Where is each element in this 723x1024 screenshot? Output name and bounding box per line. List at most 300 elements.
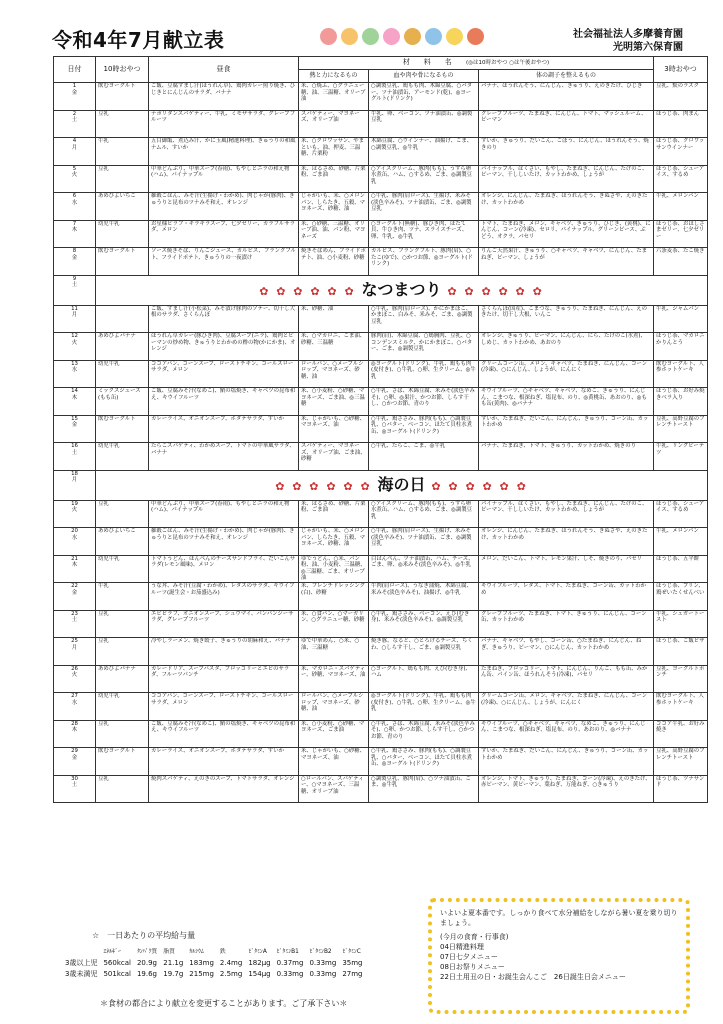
- energy-cell: 米、○食パン、○マーガリン、○グラニュー糖、砂糖: [299, 610, 369, 638]
- nutrient-header: ﾋﾞﾀﾐﾝB2: [309, 949, 332, 955]
- day-cell: [54, 583, 96, 611]
- am-snack-cell: 幼児牛乳: [96, 555, 149, 583]
- lunch-cell: エビピラフ、オニオンスープ、シュウマイ、パンパンジーサラダ、グレープフルーツ: [149, 610, 299, 638]
- lunch-cell: カレーライス、オニオンスープ、ホタテサラダ、すいか: [149, 415, 299, 443]
- day-number: 23: [71, 610, 78, 617]
- body-cell: ○アイスクリーム、豚肉(もも)、うずら卵水煮缶、ハム、○するめ、ごま、◎調製豆乳: [369, 500, 479, 528]
- pm-snack-cell: 牛乳、リングビーテツ: [654, 443, 708, 471]
- pm-snack-cell: 豆乳、高野豆腐のフレンチトースト: [654, 748, 708, 776]
- col-condition: 体の調子を整えるもの: [479, 70, 654, 83]
- body-cell: ○牛乳、たらこ、ごま、◎牛乳: [369, 443, 479, 471]
- energy-cell: じゃがいも、米、○メロンパン、しらたき、五穀、マヨネーズ、砂糖、油: [299, 193, 369, 221]
- menu-row: [54, 165, 708, 193]
- menu-row: [54, 220, 708, 248]
- day-number: 19: [71, 500, 78, 507]
- message-text: いよいよ夏本番です。しっかり食べて水分補給をしながら暑い夏を乗り切りましょう。: [440, 909, 678, 927]
- day-number: 14: [71, 388, 78, 394]
- decoration-icon: ✿ ✿ ✿ ✿ ✿ ✿: [425, 479, 528, 493]
- am-snack-cell: 幼児牛乳: [96, 220, 149, 248]
- menu-row: [54, 333, 708, 361]
- col-lunch: 昼食: [149, 57, 299, 83]
- day-number: 5: [72, 165, 77, 172]
- am-snack-cell: あめびよバナナ: [96, 665, 149, 693]
- am-snack-cell: 豆乳: [96, 165, 149, 193]
- col-ingredients: [299, 57, 654, 70]
- day-number: 1: [72, 83, 77, 89]
- body-cell: ○調製豆乳、豚肉(肩)、○ツナ油漬缶、ごま、◎牛乳: [369, 775, 479, 803]
- decoration-icon: ✿ ✿ ✿ ✿ ✿ ✿: [259, 284, 362, 298]
- day-cell: [54, 388, 96, 416]
- pm-snack-cell: ほうじ茶、五平餅: [654, 555, 708, 583]
- nursery-name: 光明第六保育園: [613, 42, 683, 53]
- energy-cell: 米、フレンチドレッシング(白)、砂糖: [299, 583, 369, 611]
- body-cell: ○牛乳、豚肉(肩ロース)、生揚げ、米みそ(淡色辛みそ)、ツナ油漬缶、ごま、◎調製豆乳: [369, 193, 479, 221]
- weekday: 月: [71, 477, 78, 484]
- col-am-snack: 10時おやつ: [96, 57, 149, 83]
- energy-cell: 米、砂糖、油: [299, 305, 369, 333]
- body-cell: ○牛乳、鶏ささみ、ベーコン、えび(むき身)、米みそ(淡色辛みそ)、◎調製豆乳: [369, 610, 479, 638]
- nutrient-value: 2.5mg: [219, 970, 243, 978]
- age-group-label: 3歳未満児: [65, 970, 98, 978]
- day-cell: [54, 665, 96, 693]
- condition-cell: パイナップル、はくさい、もやし、たまねぎ、にんじん、たけのこ、ピーマン、干ししいたけ、カットわかめ、しょうが: [479, 165, 654, 193]
- col-pm-snack: 3時おやつ: [654, 57, 708, 83]
- energy-cell: 米、○クロワッサン、やまといも、油、押麦、三温糖、片栗粉: [299, 138, 369, 166]
- menu-row: [54, 638, 708, 666]
- pm-snack-cell: 牛乳、シュガートースト: [654, 610, 708, 638]
- body-cell: カルピス、フランクフルト、豚肉(肩)、○たこ(ゆで)、○かつお節、◎ヨーグルト(ドリンク): [369, 248, 479, 276]
- lunch-cell: 中華どんぶり、中華スープ(春雨)、もやしとニラの和え物(ハム)、パイナップル: [149, 500, 299, 528]
- pm-snack-cell: ほうじ茶、ご飯ピザ: [654, 638, 708, 666]
- event-row: [54, 275, 708, 305]
- day-number: 18: [71, 470, 78, 477]
- day-cell: [54, 333, 96, 361]
- menu-row: [54, 83, 708, 111]
- menu-table: [53, 56, 708, 803]
- am-snack-cell: 豆乳: [96, 610, 149, 638]
- menu-body: [54, 83, 708, 803]
- page-title: 令和4年7月献立表: [52, 28, 225, 52]
- menu-row: [54, 665, 708, 693]
- nutrition-section: [62, 930, 365, 980]
- pm-snack-cell: ほうじ茶、マカロニかりんとう: [654, 333, 708, 361]
- weekday: 木: [71, 227, 78, 234]
- energy-cell: ロールパン、○メープルシロップ、マヨネーズ、砂糖、油: [299, 693, 369, 721]
- body-cell: ○牛乳、豚肉(肩ロース)、生揚げ、米みそ(淡色辛みそ)、ツナ油漬缶、ごま、◎調製豆乳: [369, 528, 479, 556]
- am-snack-cell: ミックスジュース(もも缶): [96, 388, 149, 416]
- day-cell: [54, 528, 96, 556]
- pm-snack-cell: ほうじ茶、シューアイス、するめ: [654, 165, 708, 193]
- weekday: 水: [71, 699, 78, 706]
- body-cell: 焼き豚、なると、○とろけるチーズ、ちくわ、○しらす干し、ごま、◎調製豆乳: [369, 638, 479, 666]
- weekday: 火: [71, 507, 78, 514]
- pm-snack-cell: 六条麦茶、たこ焼き: [654, 248, 708, 276]
- weekday: 月: [71, 312, 78, 319]
- day-number: 20: [71, 528, 78, 534]
- nutrition-title: ☆ 一日あたりの平均給与量: [92, 931, 196, 940]
- menu-row: [54, 415, 708, 443]
- body-cell: 木綿豆腐、○ウインナー、油揚げ、ごま、○調製豆乳、◎牛乳: [369, 138, 479, 166]
- menu-row: [54, 388, 708, 416]
- day-cell: [54, 720, 96, 748]
- nutrient-value: 0.33mg: [276, 970, 304, 978]
- event-row: [54, 470, 708, 500]
- day-number: 29: [71, 748, 78, 754]
- weekday: 土: [71, 449, 78, 456]
- am-snack-cell: あめびよバナナ: [96, 333, 149, 361]
- am-snack-cell: 飲むヨーグルト: [96, 415, 149, 443]
- nutrient-header: ｶﾙｼｳﾑ: [189, 949, 204, 955]
- menu-row: [54, 248, 708, 276]
- nutrient-value: 20.9g: [136, 959, 157, 967]
- nutrition-table: [62, 947, 365, 980]
- menu-row: [54, 138, 708, 166]
- pm-snack-cell: 牛乳、ジャムパン: [654, 305, 708, 333]
- event-title: なつまつり: [361, 279, 442, 299]
- lunch-cell: 五目御飯、煮込み汁、かに玉風(精進料理)、きゅうりの和風ナムル、すいか: [149, 138, 299, 166]
- decoration-icon: ✿ ✿ ✿ ✿ ✿ ✿: [441, 284, 544, 298]
- col-date: 日付: [54, 57, 96, 83]
- day-number: 12: [71, 333, 78, 339]
- menu-row: [54, 555, 708, 583]
- pm-snack-cell: ほうじ茶、ツナサンド: [654, 775, 708, 803]
- day-number: 4: [72, 138, 77, 144]
- day-number: 30: [71, 775, 78, 782]
- day-number: 15: [71, 415, 78, 422]
- condition-cell: バナナ、ほうれんそう、にんじん、きゅうり、えのきたけ、ひじき: [479, 83, 654, 111]
- condition-cell: クリームコーン缶、メロン、キャベツ、たまねぎ、にんじん、コーン(冷凍)、○にんじん、しょうが、にんにく: [479, 360, 654, 388]
- lunch-cell: お星様ピラフ・キラキラスープ、七夕ゼリー、カラフルサラダ、メロン: [149, 220, 299, 248]
- nutrient-header: 鉄: [219, 949, 226, 955]
- weekday: 金: [71, 589, 78, 596]
- day-number: 13: [71, 360, 78, 367]
- lunch-cell: ご飯、豆腐みそ汁(なめこ)、鯖の塩焼き、キャベツの昆布和え、キウイフルーツ: [149, 720, 299, 748]
- lunch-cell: うな丼、みそ汁(豆腐・わかめ)、レタスのサラダ、キウイフルーツ(誕生会・お茄盛込み): [149, 583, 299, 611]
- menu-row: [54, 305, 708, 333]
- age-group-label: 3歳以上児: [65, 959, 98, 967]
- am-snack-cell: 豆乳: [96, 638, 149, 666]
- condition-cell: バナナ、たまねぎ、トマト、きゅうり、カットわかめ、焼きのり: [479, 443, 654, 471]
- body-cell: ◎ヨーグルト(ドリンク)、牛乳、鶏もも肉(皮付き)、○牛乳、○卵、生クリーム、◎牛乳: [369, 360, 479, 388]
- condition-cell: オレンジ、きゅうり、ピーマン、にんじん、にら、たけのこ(水煮)、しめじ、カットわかめ、あおのり: [479, 333, 654, 361]
- body-cell: ○調製豆乳、鶏もも肉、木綿豆腐、○バター、ツナ油漬缶、アーモンド(乾)、◎ヨーグルト(ドリンク): [369, 83, 479, 111]
- condition-cell: たまねぎ、ブロッコリー、トマト、にんじん、りんご、もも缶、みかん缶、パイン缶、ほうれんそう(冷凍)、パセリ: [479, 665, 654, 693]
- condition-cell: すいか、きゅうり、だいこん、ごぼう、にんじん、ほうれんそう、焼きのり: [479, 138, 654, 166]
- day-cell: [54, 693, 96, 721]
- pm-snack-cell: ほうじ茶、シューアイス、するめ: [654, 500, 708, 528]
- col-energy: 熱と力になるもの: [299, 70, 369, 83]
- day-cell: [54, 610, 96, 638]
- lunch-cell: 冷やしラーメン、焼き餃子、きゅうりの胡麻和え、バナナ: [149, 638, 299, 666]
- event-list-item: 07日七夕メニュー: [440, 953, 498, 961]
- condition-cell: オレンジ、にんじん、たまねぎ、ほうれんそう、きぬさや、えのきたけ、カットわかめ: [479, 193, 654, 221]
- day-number: 16: [71, 443, 78, 449]
- day-cell: [54, 305, 96, 333]
- menu-row: [54, 610, 708, 638]
- energy-cell: 米、○小麦粉、○砂糖、マヨネーズ、ごま油: [299, 720, 369, 748]
- body-cell: ○牛乳、さば、木綿豆腐、米みそ(淡色辛みそ)、○卵、◎果汁、かつお節、しらす干し、○かつお節、青のり: [369, 388, 479, 416]
- pm-snack-cell: 豆乳、高野豆腐のフレンチトースト: [654, 415, 708, 443]
- day-cell: [54, 165, 96, 193]
- nutrient-header: ｴﾈﾙｷﾞｰ: [103, 949, 121, 955]
- day-cell: [54, 360, 96, 388]
- nutrient-value: 19.6g: [136, 970, 157, 978]
- body-cell: 白はんぺん、ツナ油漬缶、ハム、チーズ、ごま、卵、◎米みそ(淡色辛みそ)、◎牛乳: [369, 555, 479, 583]
- event-list-item: 22日土用丑の日・お誕生会んこご 26日誕生日会メニュー: [440, 973, 626, 981]
- day-cell: [54, 555, 96, 583]
- am-snack-cell: 豆乳: [96, 775, 149, 803]
- nutrient-value: 21.1g: [163, 959, 184, 967]
- page-header: [0, 0, 723, 56]
- nutrient-value: 35mg: [342, 959, 363, 967]
- am-snack-cell: 豆乳: [96, 500, 149, 528]
- weekday: 木: [71, 727, 78, 734]
- body-cell: ○牛乳、鶏ささみ、豚肉(もも)、○調製豆乳、○バター、ベーコン、ほたて貝柱水煮缶、◎ヨーグルト(ドリンク): [369, 415, 479, 443]
- menu-row: [54, 360, 708, 388]
- day-cell: [54, 248, 96, 276]
- weekday: 木: [71, 562, 78, 569]
- menu-row: [54, 775, 708, 803]
- pm-snack-cell: 豆乳、ヨーグルトポンチ: [654, 665, 708, 693]
- am-snack-cell: 豆乳: [96, 110, 149, 138]
- condition-cell: バナナ、キャベツ、もやし、コーン缶、○たまねぎ、にんじん、ねぎ、きゅうり、ピーマン、○にんじん、カットわかめ: [479, 638, 654, 666]
- pm-snack-cell: 飲むヨーグルト、人参ホットケーキ: [654, 693, 708, 721]
- nutrient-header: ﾋﾞﾀﾐﾝC: [342, 949, 361, 955]
- nutrient-header: ﾋﾞﾀﾐﾝB1: [276, 949, 299, 955]
- decoration-icon: ✿ ✿ ✿ ✿ ✿ ✿: [275, 479, 378, 493]
- menu-row: [54, 110, 708, 138]
- energy-cell: 焼きそばめん、フライドポテト、油、○小麦粉、砂糖: [299, 248, 369, 276]
- weekday: 土: [71, 282, 78, 289]
- condition-cell: クリームコーン缶、メロン、キャベツ、たまねぎ、にんじん、コーン(冷凍)、○にんじん、しょうが、にんにく: [479, 693, 654, 721]
- weekday: 土: [71, 117, 78, 124]
- lunch-cell: トマトうどん、ほんぺんのチーズサンドフライ、だいこんサラダ(レモン風味)、メロン: [149, 555, 299, 583]
- nutrient-header: ﾋﾞﾀﾐﾝA: [248, 949, 267, 955]
- lunch-cell: 雑穀ごはん、みそ汁(生揚げ・わかめ)、肉じゃが(豚肉)、きゅうりと昆布のツナみそ和え、オレンジ: [149, 528, 299, 556]
- change-note: ＊食材の都合により献立を変更することがあります。ご了承下さい＊: [100, 999, 348, 1008]
- day-number: 26: [71, 665, 78, 672]
- body-cell: ○アイスクリーム、豚肉(もも)、うずら卵水煮缶、ハム、○するめ、ごま、◎調製豆乳: [369, 165, 479, 193]
- energy-cell: 米、○小麦粉、○砂糖、マヨネーズ、ごま油、◎三温糖: [299, 388, 369, 416]
- menu-row: [54, 528, 708, 556]
- menu-row: [54, 193, 708, 221]
- menu-row: [54, 693, 708, 721]
- energy-cell: 米、○砂糖、三温糖、オリーブ油、油、パン粉、マヨネーズ: [299, 220, 369, 248]
- nutrient-value: 215mg: [189, 970, 214, 978]
- energy-cell: スパゲティー、マヨネーズ、オリーブ油、ごま油、砂糖: [299, 443, 369, 471]
- condition-cell: キウイフルーツ、レタス、トマト、たまねぎ、コーン缶、カットわかめ: [479, 583, 654, 611]
- menu-row: [54, 748, 708, 776]
- am-snack-cell: 豆乳: [96, 720, 149, 748]
- weekday: 水: [71, 534, 78, 541]
- day-cell: [54, 138, 96, 166]
- ingredients-note: (◎は10時おやつ ○は午後おやつ): [466, 60, 550, 67]
- day-number: 6: [72, 193, 77, 199]
- lunch-cell: 中華どんぶり、中華スープ(春雨)、もやしとニラの和え物(ハム)、パイナップル: [149, 165, 299, 193]
- am-snack-cell: 幼児牛乳: [96, 443, 149, 471]
- day-cell: [54, 748, 96, 776]
- day-number: 21: [71, 555, 78, 562]
- weekday: 火: [71, 339, 78, 346]
- day-number: 8: [72, 248, 77, 254]
- organization: [573, 28, 683, 54]
- condition-cell: すいか、たまねぎ、だいこん、にんじん、きゅうり、コーン缶、カットわかめ: [479, 415, 654, 443]
- nutrient-header: ﾀﾝﾊﾟｸ質: [136, 949, 158, 955]
- weekday: 土: [71, 782, 78, 789]
- day-number: 11: [71, 305, 78, 312]
- body-cell: 牛乳、卵、ベーコン、ツナ油漬缶、◎調製豆乳: [369, 110, 479, 138]
- day-cell: [54, 220, 96, 248]
- weekday: 金: [71, 89, 78, 96]
- energy-cell: ○ロールパン、スパゲティー、○マヨネーズ、三温糖、オリーブ油: [299, 775, 369, 803]
- day-cell: [54, 443, 96, 471]
- condition-cell: メロン、だいこん、トマト、レモン果汁、しそ、焼きのり、パセリ: [479, 555, 654, 583]
- body-cell: ○牛乳、鶏ささみ、豚肉(もも)、○調製豆乳、○バター、ベーコン、ほたて貝柱水煮缶、◎ヨーグルト(ドリンク): [369, 748, 479, 776]
- nutrient-value: 560kcal: [103, 959, 131, 967]
- day-number: 25: [71, 638, 78, 644]
- event-list-item: 08日お祭りメニュー: [440, 963, 505, 971]
- condition-cell: オレンジ、トマト、きゅうり、たまねぎ、コーン(冷凍)、えのきたけ、赤ピーマン、黄ピーマン、葉ねぎ、万能ねぎ、○きゅうり: [479, 775, 654, 803]
- energy-cell: スパゲティー、マヨネーズ、オリーブ油: [299, 110, 369, 138]
- am-snack-cell: あめびよいちご: [96, 528, 149, 556]
- energy-cell: 米、じゃがいも、○砂糖、マヨネーズ、油: [299, 415, 369, 443]
- nutrient-value: 19.7g: [163, 970, 184, 978]
- condition-cell: トマト、たまねぎ、メロン、キャベツ、きゅうり、ひじき、(黄桃)、にんじん、コーン(冷凍)、セロリ、パイナップル、グリーンピース、ぶどう、オクラ、パセリ: [479, 220, 654, 248]
- condition-cell: グレープフルーツ、たまねぎ、にんじん、トマト、マッシュルーム、ピーマン: [479, 110, 654, 138]
- nutrition-row: [62, 958, 365, 969]
- condition-cell: オレンジ、にんじん、たまねぎ、ほうれんそう、きぬさや、えのきたけ、カットわかめ: [479, 528, 654, 556]
- energy-cell: ゆでうどん、○米、パン粉、油、小麦粉、三温糖、◎三温糖、ごま、オリーブ油: [299, 555, 369, 583]
- lunch-cell: ソース焼きそば、りんごジュース、カルピス、フランクフルト、フライドポテト、きゅうりの一夜漬け: [149, 248, 299, 276]
- pm-snack-cell: ココア牛乳、お好み焼き: [654, 720, 708, 748]
- col-body: 血や肉や骨になるもの: [369, 70, 479, 83]
- day-cell: [54, 415, 96, 443]
- am-snack-cell: 幼児牛乳: [96, 693, 149, 721]
- day-cell: [54, 470, 96, 500]
- lunch-cell: 雑穀ごはん、みそ汁(生揚げ・わかめ)、肉じゃが(豚肉)、きゅうりと昆布のツナみそ和え、オレンジ: [149, 193, 299, 221]
- pm-snack-cell: ほうじ茶、肉まん: [654, 110, 708, 138]
- condition-cell: りんご天然果汁、きゅうり、○キャベツ、キャベツ、にんじん、たまねぎ、ピーマン、しょうが: [479, 248, 654, 276]
- nutrient-value: 27mg: [342, 970, 363, 978]
- day-cell: [54, 110, 96, 138]
- menu-row: [54, 583, 708, 611]
- nutrient-value: 2.4mg: [219, 959, 243, 967]
- weekday: 金: [71, 422, 78, 429]
- body-cell: 牛肉(肩ロース)、うなぎ蒲焼、木綿豆腐、米みそ(淡色辛みそ)、油揚げ、◎牛乳: [369, 583, 479, 611]
- nutrient-value: 154μg: [248, 970, 271, 978]
- weekday: 木: [71, 394, 78, 401]
- condition-cell: キウイフルーツ、○キャベツ、キャベツ、なめこ、きゅうり、にんじん、こまつな、根深ねぎ、塩昆布、のり、あおのり、◎バナナ: [479, 720, 654, 748]
- condition-cell: すいか、たまねぎ、だいこん、にんじん、きゅうり、コーン缶、カットわかめ: [479, 748, 654, 776]
- weekday: 水: [71, 199, 78, 206]
- nutrient-value: 183mg: [189, 959, 214, 967]
- energy-cell: ゆで中華めん、○米、○油、三温糖: [299, 638, 369, 666]
- weekday: 月: [71, 144, 78, 151]
- nutrient-value: 501kcal: [103, 970, 131, 978]
- org-name: 社会福祉法人多摩養育園: [573, 29, 683, 40]
- energy-cell: 米、はるさめ、砂糖、片栗粉、ごま油: [299, 500, 369, 528]
- weekday: 水: [71, 367, 78, 374]
- am-snack-cell: あめびよいちご: [96, 193, 149, 221]
- nutrition-header-row: [62, 947, 365, 958]
- am-snack-cell: 飲むヨーグルト: [96, 248, 149, 276]
- event-title: 海の日: [377, 474, 426, 494]
- day-cell: [54, 83, 96, 111]
- nutrient-value: 0.33mg: [309, 959, 337, 967]
- am-snack-cell: 飲むヨーグルト: [96, 748, 149, 776]
- nutrient-value: 0.37mg: [276, 959, 304, 967]
- lunch-cell: ご飯、豆腐みそ汁(なめこ)、鯖の塩焼き、キャベツの昆布和え、キウイフルーツ: [149, 388, 299, 416]
- body-cell: ○牛乳、さば、木綿豆腐、米みそ(淡色辛みそ)、○卵、かつお節、しらす干し、○かつお節、青のり: [369, 720, 479, 748]
- lunch-cell: カレードリア、スープパスタ、ブロッコリーとエビのサラダ、フルーツパンチ: [149, 665, 299, 693]
- lunch-cell: たらこスパゲティ、わかめスープ、トマトの中華風サラダ、バナナ: [149, 443, 299, 471]
- day-cell: [54, 275, 96, 305]
- menu-row: [54, 443, 708, 471]
- body-cell: ○ヨーグルト、鶏もも肉、えび(むき身)、ハム: [369, 665, 479, 693]
- am-snack-cell: 牛乳: [96, 583, 149, 611]
- lunch-cell: ご飯、豆腐すまし汁(ほうれん草)、鶏肉カレー照り焼き、ひじきとにんじんのサラダ、バナナ: [149, 83, 299, 111]
- monthly-message-box: [428, 898, 690, 1014]
- condition-cell: グレープフルーツ、たまねぎ、トマト、きゅうり、にんじん、コーン缶、カットわかめ: [479, 610, 654, 638]
- lunch-cell: ほうれん草カレー(豚ひき肉)、豆腐スープ(ニラ)、鶏肉とピーマンの炒め物、きゅうりとわかめの酢の物(かにかま)、オレンジ: [149, 333, 299, 361]
- body-cell: ○牛乳、豚肉(肩ロース)、かにかまぼこ、かまぼこ、白みそ、米みそ、ごま、◎調製豆乳: [369, 305, 479, 333]
- event-list: [440, 942, 678, 982]
- weekday: 土: [71, 617, 78, 624]
- energy-cell: 米、じゃがいも、○砂糖、マヨネーズ、油: [299, 748, 369, 776]
- day-number: 27: [71, 693, 78, 699]
- pm-snack-cell: ほうじ茶、おほしさまゼリー、七夕ゼリー: [654, 220, 708, 248]
- header-decoration: [320, 28, 484, 45]
- energy-cell: 米、○マカロニ、ごま油、砂糖、三温糖: [299, 333, 369, 361]
- energy-cell: 米、マカロニ・スパゲティー、砂糖、マヨネーズ、油: [299, 665, 369, 693]
- nutrient-value: 0.33mg: [309, 970, 337, 978]
- pm-snack-cell: 牛乳、メロンパン: [654, 528, 708, 556]
- weekday: 火: [71, 672, 78, 679]
- am-snack-cell: [96, 305, 149, 333]
- ingredients-label: 材 料 名: [402, 58, 452, 67]
- energy-cell: じゃがいも、米、○メロンパン、しらたき、五穀、マヨネーズ、砂糖、油: [299, 528, 369, 556]
- event-banner: [96, 275, 708, 305]
- day-cell: [54, 500, 96, 528]
- pm-snack-cell: ほうじ茶、お好み焼きベラ入り: [654, 388, 708, 416]
- day-cell: [54, 638, 96, 666]
- am-snack-cell: 牛乳: [96, 138, 149, 166]
- day-number: 9: [72, 275, 77, 282]
- energy-cell: 米、○焼ふ、○グラニュー糖、油、三温糖、オリーブ油: [299, 83, 369, 111]
- weekday: 月: [71, 644, 78, 651]
- menu-row: [54, 720, 708, 748]
- nutrition-row: [62, 969, 365, 980]
- body-cell: ○ヨーグルト(無糖)、豚ひき肉、ほたて貝、牛ひき肉、ツナ、スライスチーズ、卵、牛乳、◎牛乳: [369, 220, 479, 248]
- menu-row: [54, 500, 708, 528]
- am-snack-cell: 飲むヨーグルト: [96, 83, 149, 111]
- lunch-cell: カレーライス、オニオンスープ、ホタテサラダ、すいか: [149, 748, 299, 776]
- lunch-cell: 焼肉スパゲティ、えのきのスープ、トマトサラダ、オレンジ: [149, 775, 299, 803]
- condition-cell: パイナップル、はくさい、もやし、たまねぎ、にんじん、たけのこ、ピーマン、干ししいたけ、カットわかめ、しょうが: [479, 500, 654, 528]
- energy-cell: 米、はるさめ、砂糖、片栗粉、ごま油: [299, 165, 369, 193]
- weekday: 金: [71, 754, 78, 761]
- lunch-cell: ご飯、すまし汁(小松菜)、みそ漬け豚肉のソテー、切干し大根のサラダ、さくらんぼ: [149, 305, 299, 333]
- pm-snack-cell: ほうじ茶、プリン、鶏ぜいたくせんべい: [654, 583, 708, 611]
- energy-cell: ロールパン、○メープルシロップ、マヨネーズ、砂糖、油: [299, 360, 369, 388]
- event-banner: [96, 470, 708, 500]
- lunch-cell: ココアパン、コーンスープ、ローストチキン、コールスローサラダ、メロン: [149, 693, 299, 721]
- body-cell: ◎ヨーグルト(ドリンク)、牛乳、鶏もも肉(皮付き)、○牛乳、○卵、生クリーム、◎牛乳: [369, 693, 479, 721]
- condition-cell: キウイフルーツ、○キャベツ、キャベツ、なめこ、きゅうり、にんじん、こまつな、根深ねぎ、塩昆布、のり、◎黄桃缶、あおのり、◎もも缶(黄肉)、◎バナナ: [479, 388, 654, 416]
- pm-snack-cell: ほうじ茶、クロワッサンウインナー: [654, 138, 708, 166]
- body-cell: 豚肉(肩)、木綿豆腐、○鶏胸肉、豆乳、○コンデンスミルク、かにかまぼこ、○バター、ごま、◎調製豆乳: [369, 333, 479, 361]
- nutrient-value: 182μg: [248, 959, 271, 967]
